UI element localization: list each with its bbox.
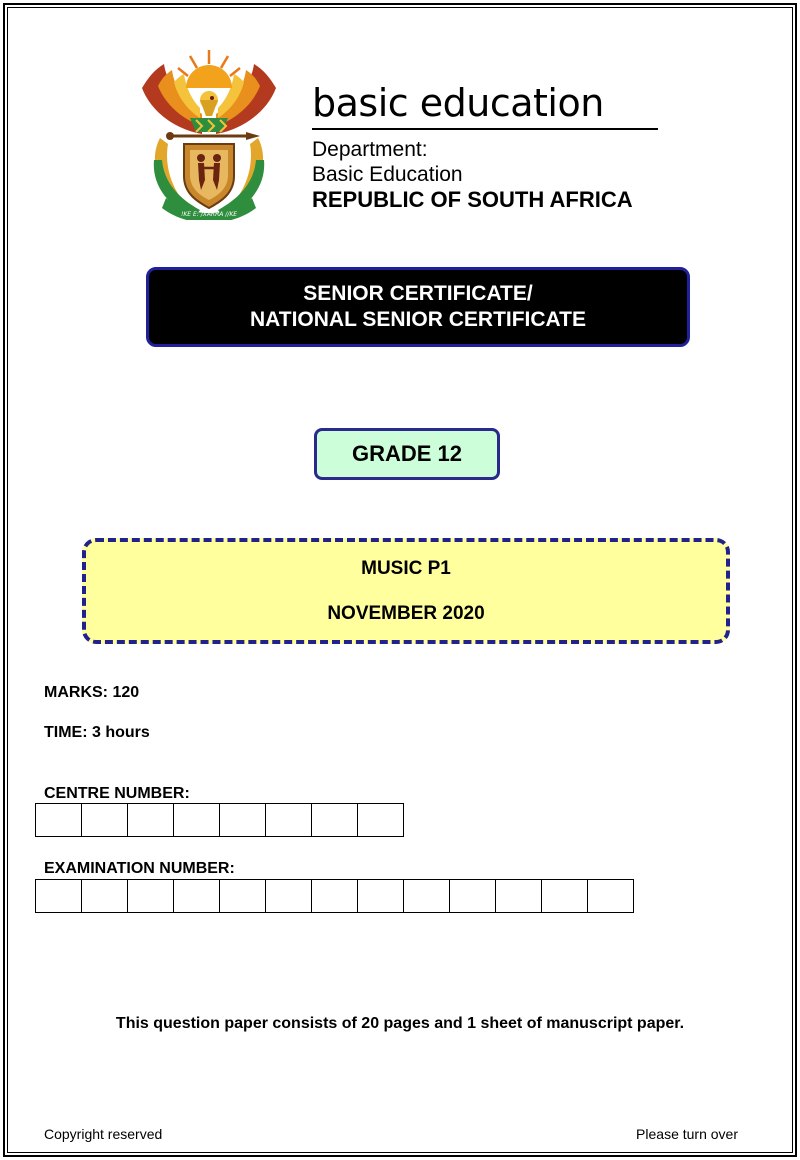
coat-of-arms-logo — [138, 48, 280, 220]
centre-number-cell[interactable] — [127, 803, 174, 837]
examination-number-label: EXAMINATION NUMBER: — [44, 860, 235, 877]
turn-over-note: Please turn over — [636, 1126, 738, 1142]
department-name: Basic Education — [312, 163, 463, 186]
copyright-notice: Copyright reserved — [44, 1126, 163, 1142]
exam-date: NOVEMBER 2020 — [327, 603, 485, 624]
centre-number-label: CENTRE NUMBER: — [44, 785, 190, 802]
department-label: Department: — [312, 138, 428, 161]
grade-label: GRADE 12 — [351, 441, 463, 466]
centre-number-cell[interactable] — [357, 803, 404, 837]
examination-number-cell[interactable] — [541, 879, 588, 913]
examination-number-cell[interactable] — [403, 879, 450, 913]
country-name: REPUBLIC OF SOUTH AFRICA — [312, 187, 633, 212]
examination-number-cell[interactable] — [449, 879, 496, 913]
centre-number-cell[interactable] — [265, 803, 312, 837]
examination-number-cell[interactable] — [173, 879, 220, 913]
subject-panel — [82, 538, 730, 644]
marks-label: MARKS: 120 — [44, 684, 140, 701]
time-label: TIME: 3 hours — [44, 724, 150, 741]
examination-number-cell[interactable] — [35, 879, 82, 913]
examination-number-cell[interactable] — [219, 879, 266, 913]
paper-page-count-note: This question paper consists of 20 pages and 1 sheet of manuscript paper. — [115, 1015, 685, 1032]
examination-number-cell[interactable] — [127, 879, 174, 913]
svg-text:!KE E: /XARRA //KE: !KE E: /XARRA //KE — [180, 211, 238, 218]
centre-number-cell[interactable] — [311, 803, 358, 837]
brand-title: basic education — [312, 81, 604, 125]
examination-number-grid — [35, 879, 634, 913]
examination-number-cell[interactable] — [587, 879, 634, 913]
brand-underline — [312, 128, 658, 130]
certificate-banner — [146, 267, 690, 347]
examination-number-cell[interactable] — [311, 879, 358, 913]
centre-number-cell[interactable] — [81, 803, 128, 837]
subject-title: MUSIC P1 — [361, 558, 451, 579]
examination-number-cell[interactable] — [495, 879, 542, 913]
grade-badge — [314, 428, 500, 480]
centre-number-cell[interactable] — [35, 803, 82, 837]
examination-number-cell[interactable] — [81, 879, 128, 913]
centre-number-cell[interactable] — [173, 803, 220, 837]
examination-number-cell[interactable] — [265, 879, 312, 913]
department-header — [312, 80, 660, 213]
certificate-line-2: NATIONAL SENIOR CERTIFICATE — [250, 308, 586, 331]
examination-number-cell[interactable] — [357, 879, 404, 913]
centre-number-cell[interactable] — [219, 803, 266, 837]
certificate-line-1: SENIOR CERTIFICATE/ — [303, 282, 533, 305]
centre-number-grid — [35, 803, 404, 837]
